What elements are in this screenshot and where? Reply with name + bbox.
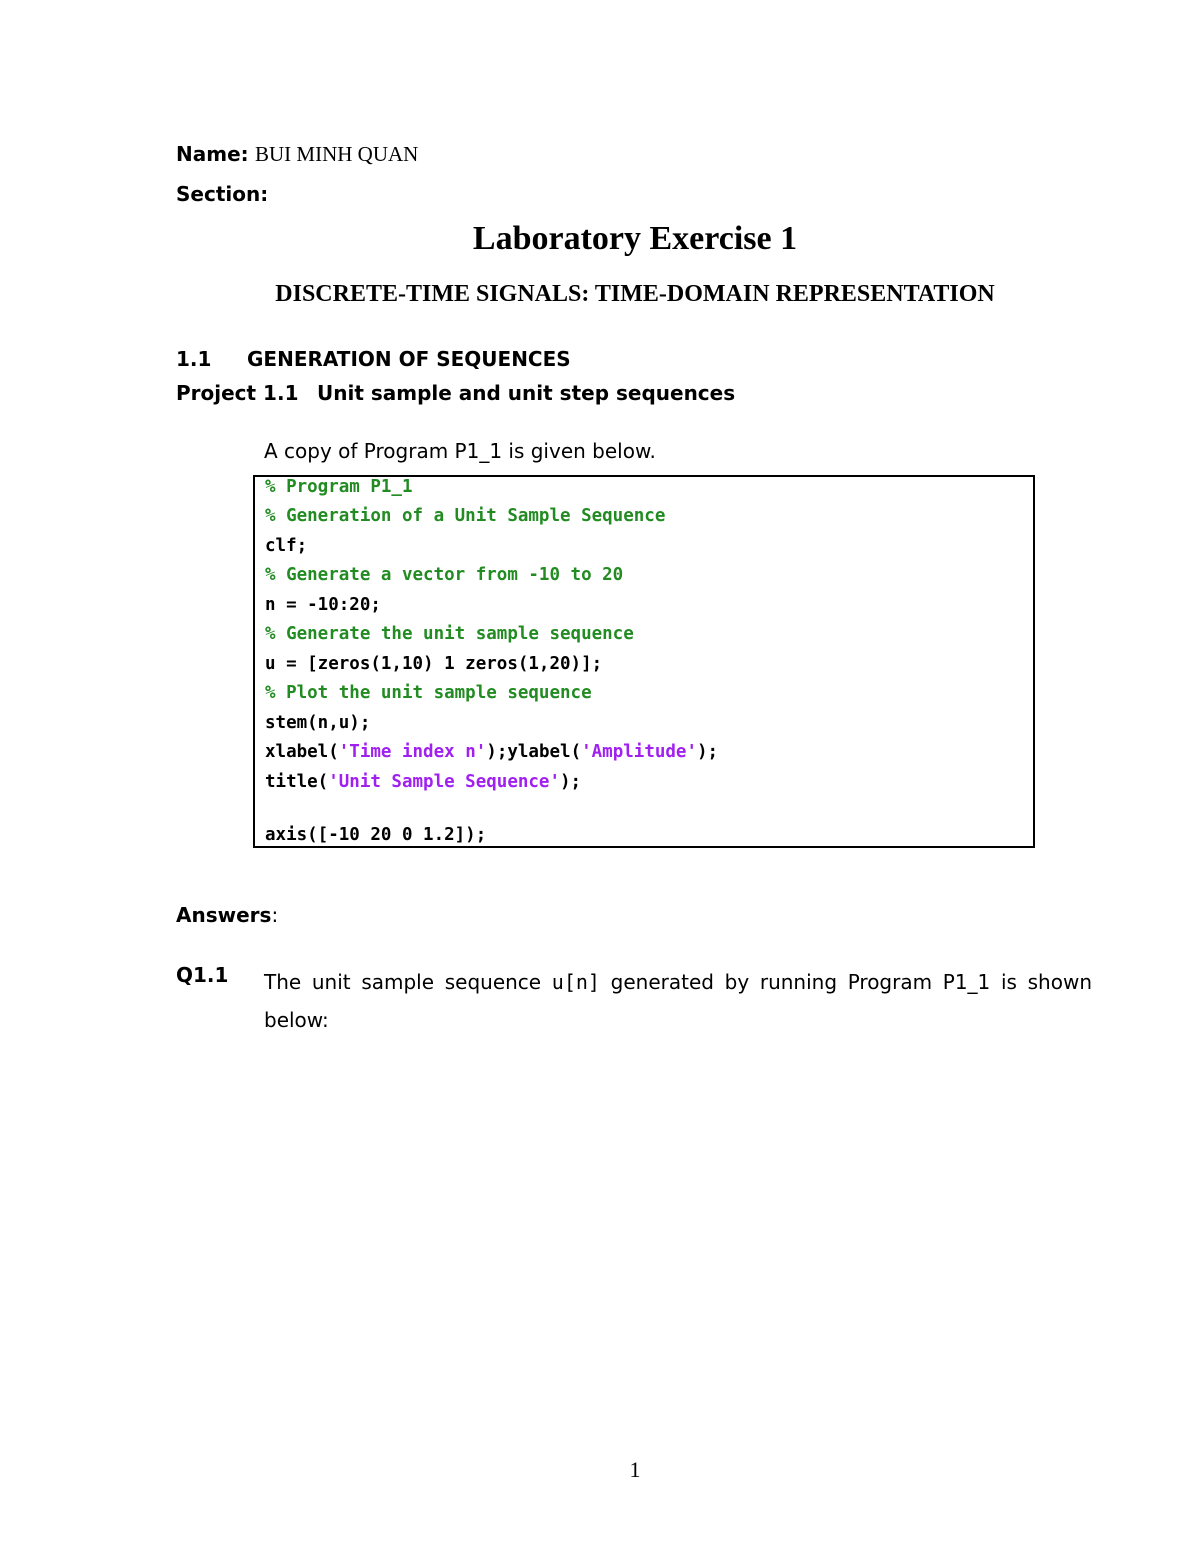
answers-label: Answers — [176, 903, 272, 927]
answers-colon: : — [271, 903, 279, 927]
code-token: ); — [560, 772, 582, 792]
question-text — [264, 963, 1092, 1039]
code-string: 'Amplitude' — [581, 742, 698, 762]
code-intro: A copy of Program P1_1 is given below. — [264, 439, 656, 463]
code-string: 'Time index n' — [338, 742, 487, 762]
section-number: 1.1 — [176, 347, 212, 371]
document-title: Laboratory Exercise 1 — [472, 220, 798, 257]
project-title: Unit sample and unit step sequences — [317, 381, 736, 405]
code-line-5: n = -10:20; — [265, 595, 381, 615]
answers-heading — [176, 903, 278, 927]
name-line — [176, 142, 418, 167]
code-line-8: % Plot the unit sample sequence — [265, 683, 592, 703]
code-line-11 — [265, 772, 581, 792]
question-code: u[n] — [551, 970, 600, 994]
question-text-before: The unit sample sequence — [264, 970, 552, 994]
question-number: Q1.1 — [176, 963, 229, 987]
code-token: title( — [265, 772, 329, 792]
name-label: Name: — [176, 142, 249, 166]
code-token: );ylabel( — [486, 742, 582, 762]
code-line-3: clf; — [265, 536, 308, 556]
code-line-9: stem(n,u); — [265, 713, 371, 733]
project-label: Project 1.1 — [176, 381, 299, 405]
code-line-7: u = [zeros(1,10) 1 zeros(1,20)]; — [265, 654, 603, 674]
code-line-2: % Generation of a Unit Sample Sequence — [265, 506, 666, 526]
code-line-10 — [265, 742, 718, 762]
code-listing — [253, 475, 1035, 848]
page-number: 1 — [629, 1457, 641, 1482]
code-token: xlabel( — [265, 742, 339, 762]
code-string: 'Unit Sample Sequence' — [328, 772, 561, 792]
document-subtitle: DISCRETE-TIME SIGNALS: TIME-DOMAIN REPRESENTATION — [275, 281, 995, 307]
question-text-after: generated by running Program P1_1 is shown below: — [264, 970, 1092, 1032]
code-line-12: axis([-10 20 0 1.2]); — [265, 825, 487, 845]
section-title: GENERATION OF SEQUENCES — [247, 347, 571, 371]
name-value: BUI MINH QUAN — [255, 142, 419, 166]
code-line-6: % Generate the unit sample sequence — [265, 624, 634, 644]
code-line-4: % Generate a vector from -10 to 20 — [265, 565, 624, 585]
code-line-1: % Program P1_1 — [265, 477, 413, 497]
section-label: Section: — [176, 182, 269, 206]
code-token: ); — [697, 742, 719, 762]
